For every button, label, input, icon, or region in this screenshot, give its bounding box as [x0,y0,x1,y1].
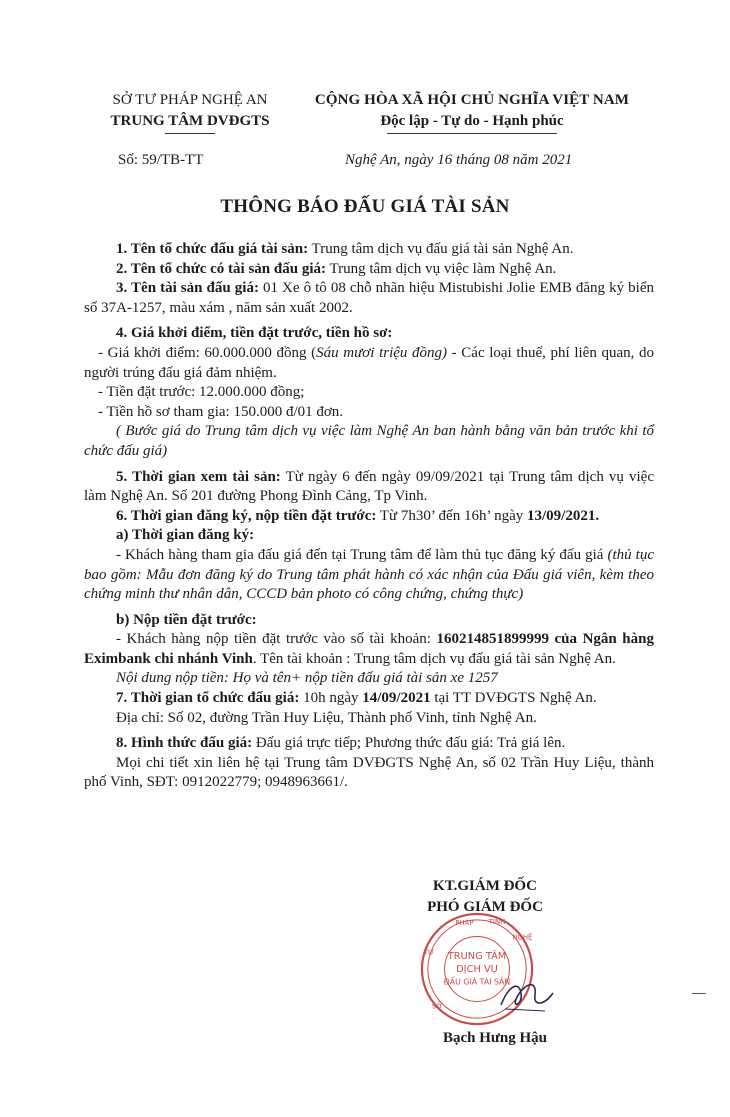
starting-price-prefix: - Giá khởi điểm: 60.000.000 đồng ( [98,344,317,361]
document-body [84,240,654,793]
registration-text: - Khách hàng tham gia đấu giá đến tại Trung tâm để làm thủ tục đăng ký đấu giá [116,546,608,563]
section-7-place: tại TT DVĐGTS Nghệ An. [430,690,597,707]
place-date: Nghệ An, ngày 16 tháng 08 năm 2021 [345,152,573,168]
section-8-text: Đấu giá trực tiếp; Phương thức đấu giá: Trả giá lên. [252,735,566,752]
section-6-text: Từ 7h30’ đến 16h’ ngày [376,507,527,524]
section-6a-heading [84,526,654,546]
svg-text:ĐẤU GIÁ TÀI SẢN: ĐẤU GIÁ TÀI SẢN [443,977,511,987]
national-motto: Độc lập - Tự do - Hạnh phúc [380,113,564,129]
section-6b-heading [84,611,654,631]
document-title: THÔNG BÁO ĐẤU GIÁ TÀI SẢN [220,196,510,217]
section-2-text: Trung tâm dịch vụ việc làm Nghệ An. [326,260,557,277]
issuing-agency: SỞ TƯ PHÁP NGHỆ AN [112,92,268,108]
registration-documents: (thủ tục bao gồm: Mẫu đơn đăng ký do Trung tâm phát hành có xác nhận của Đấu giá viên, kèm theo chứng minh thư nhân dân, CCCD bản photo có công chứng, chứng thực) [84,546,654,603]
svg-text:SỞ: SỞ [431,1002,443,1011]
bank-account-number: 160214851899999 của Ngân hàng Eximbank chi nhánh Vinh [84,631,654,667]
starting-price-words: Sáu mươi triệu đồng) [316,344,448,361]
issuer-block [90,89,290,134]
section-6-label: 6. Thời gian đăng ký, nộp tiền đặt trước: [116,507,377,524]
section-6a-label: a) Thời gian đăng ký: [116,527,255,544]
section-3-label: 3. Tên tài sản đấu giá: [116,280,259,297]
deposit-account-prefix: - Khách hàng nộp tiền đặt trước vào số tài khoản: [116,631,437,648]
section-1-label: 1. Tên tổ chức đấu giá tài sản: [116,241,309,257]
starting-price [84,344,654,383]
national-heading [302,89,642,134]
issuing-center: TRUNG TÂM DVĐGTS [110,113,270,129]
signature-title-line2: PHÓ GIÁM ĐỐC [427,899,543,915]
motto-underline [387,133,557,134]
deposit-amount: - Tiền đặt trước: 12.000.000 đồng; [98,384,305,401]
section-7-date: 14/09/2021 [362,690,431,707]
section-8-label: 8. Hình thức đấu giá: [116,735,253,752]
section-4-heading [84,324,654,344]
section-2 [84,260,654,280]
registration-procedure [84,546,654,605]
starting-price-suffix: - Các loại thuế, phí liên quan, do người trúng đấu giá đảm nhiệm. [84,344,654,381]
handwritten-signature [495,975,565,1015]
deposit-account [84,630,654,669]
section-5-text: Từ ngày 6 đến ngày 09/09/2021 tại Trung tâm dịch vụ việc làm Nghệ An. Số 201 đường Phong Đình Cảng, Tp Vinh. [84,468,654,505]
issuer-underline [165,133,215,134]
signer-name: Bạch Hưng Hậu [443,1030,548,1046]
bid-step-note: ( Bước giá do Trung tâm dịch vụ việc làm Nghệ An ban hành bằng văn bản trước khi tổ chức đấu giá) [84,423,654,459]
section-6-date: 13/09/2021. [527,507,600,524]
section-1-text: Trung tâm dịch vụ đấu giá tài sản Nghệ An. [308,241,574,257]
margin-mark [692,993,706,994]
svg-text:NGHỆ: NGHỆ [512,933,533,942]
section-2-label: 2. Tên tổ chức có tài sản đấu giá: [116,260,326,277]
svg-text:PHÁP: PHÁP [455,918,474,927]
payment-content-note: Nội dung nộp tiền: Họ và tên+ nộp tiền đấu giá tài sản xe 1257 [116,670,498,687]
republic-name: CỘNG HÒA XÃ HỘI CHỦ NGHĨA VIỆT NAM [314,92,630,108]
signature-title-line1: KT.GIÁM ĐỐC [433,878,537,894]
auction-address: Địa chỉ: Số 02, đường Trần Huy Liệu, Thành phố Vinh, tỉnh Nghệ An. [116,709,537,726]
section-6b-label: b) Nộp tiền đặt trước: [116,611,257,628]
section-3-text: 01 Xe ô tô 08 chỗ nhãn hiệu Mistubishi Jolie EMB đăng ký biển số 37A-1257, màu xám , năm sản xuất 2002. [84,280,654,316]
svg-text:TỈNH: TỈNH [488,917,506,926]
section-4-label: 4. Giá khởi điểm, tiền đặt trước, tiền hồ sơ: [116,325,393,342]
section-7-label: 7. Thời gian tổ chức đấu giá: [116,690,300,707]
contact-info: Mọi chi tiết xin liên hệ tại Trung tâm DVĐGTS Nghệ An, số 02 Trần Huy Liệu, thành phố Vinh, SĐT: 0912022779; 0948963661/. [84,754,654,791]
svg-text:TƯ: TƯ [423,948,435,957]
section-5-label: 5. Thời gian xem tài sản: [116,468,281,485]
svg-text:TRUNG TÂM: TRUNG TÂM [447,951,507,963]
svg-text:DỊCH VỤ: DỊCH VỤ [456,963,498,975]
document-number: Số: 59/TB-TT [118,152,204,168]
section-5 [84,468,654,507]
account-name: . Tên tài khoản : Trung tâm dịch vụ đấu giá tài sản Nghệ An. [252,650,616,667]
section-1 [84,240,654,260]
section-8 [84,734,654,754]
application-fee: - Tiền hồ sơ tham gia: 150.000 đ/01 đơn. [98,403,344,420]
section-6 [84,507,654,527]
section-7 [84,689,654,709]
section-7-text: 10h ngày [299,690,363,707]
section-3 [84,279,654,318]
